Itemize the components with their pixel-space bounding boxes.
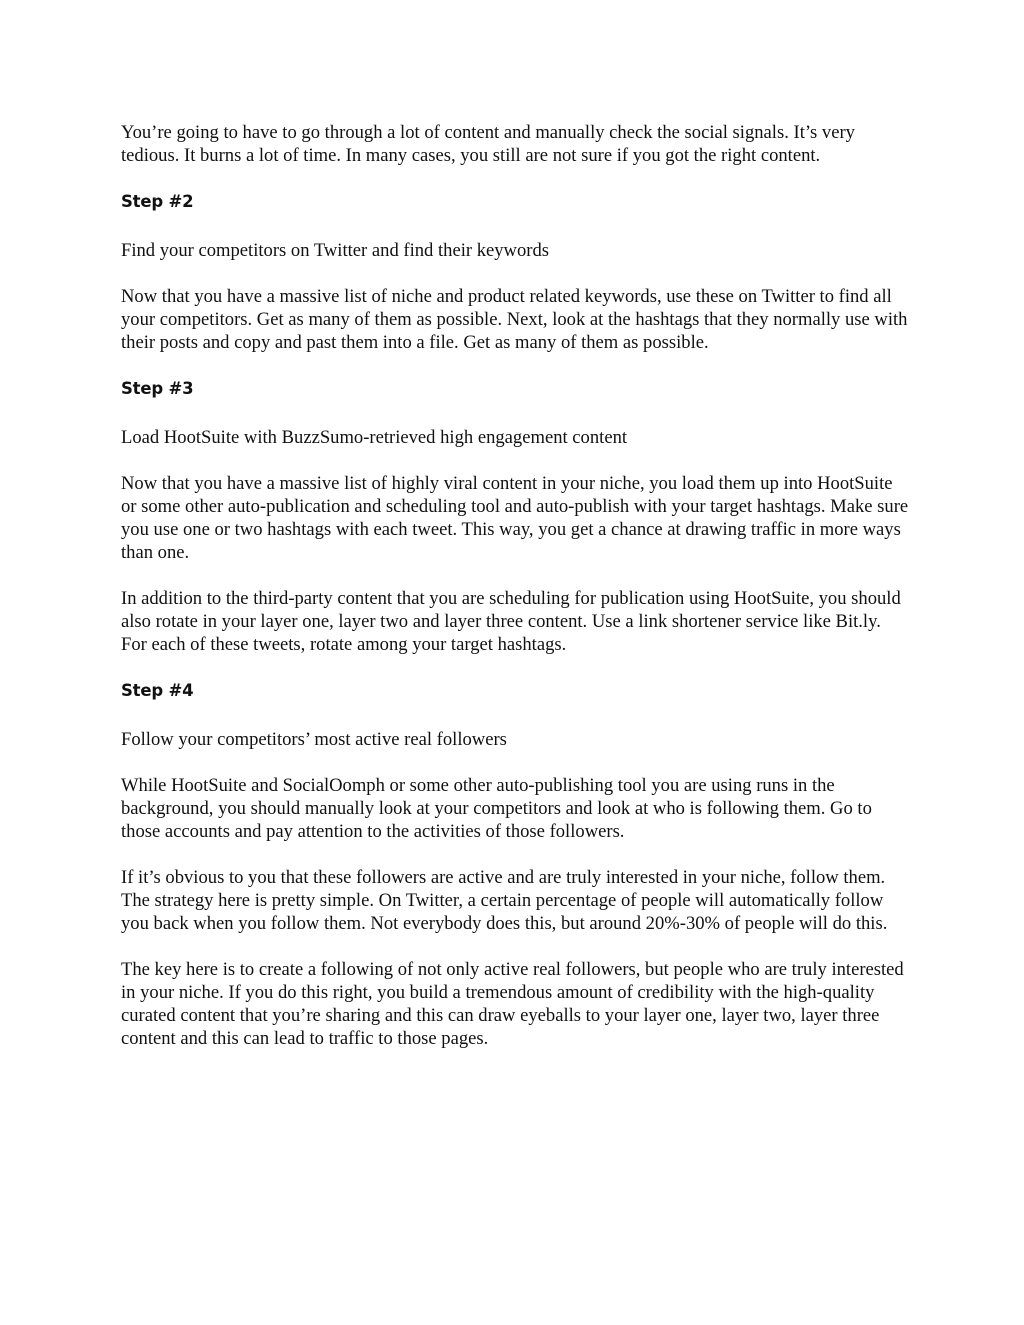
step-3-heading: Step #3 [121, 379, 194, 398]
intro-paragraph: You’re going to have to go through a lot of content and manually check the social signals. It’s very tedious. It burns a lot of time. In many cases, you still are not sure if you got the right content. [121, 122, 855, 166]
step-3-subheading: Load HootSuite with BuzzSumo-retrieved high engagement content [121, 427, 628, 448]
step-4-section [121, 679, 911, 1050]
step-2-paragraph-1: Now that you have a massive list of niche and product related keywords, use these on Twitter to find all your competitors. Get as many of them as possible. Next, look at the hashtags that they normally use with their posts and copy and past them into a file. Get as many of them as possible. [121, 286, 908, 353]
step-2-subheading: Find your competitors on Twitter and find their keywords [121, 240, 550, 261]
step-4-subheading: Follow your competitors’ most active real followers [121, 729, 507, 750]
step-3-paragraph-1: Now that you have a massive list of highly viral content in your niche, you load them up into HootSuite or some other auto-publication and scheduling tool and auto-publish with your target hashtags. Make sure you use one or two hashtags with each tweet. This way, you get a chance at drawing traffic in more ways than one. [121, 473, 909, 563]
step-4-paragraph-3: The key here is to create a following of not only active real followers, but people who are truly interested in your niche. If you do this right, you build a tremendous amount of credibility with the high-quality curated content that you’re sharing and this can draw eyeballs to your layer one, layer two, layer three content and this can lead to traffic to those pages. [121, 959, 904, 1049]
step-4-paragraph-1: While HootSuite and SocialOomph or some other auto-publishing tool you are using runs in the background, you should manually look at your competitors and look at who is following them. Go to those accounts and pay attention to the activities of those followers. [121, 775, 872, 842]
step-4-paragraph-2: If it’s obvious to you that these followers are active and are truly interested in your niche, follow them. The strategy here is pretty simple. On Twitter, a certain percentage of people will automatically follow you back when you follow them. Not everybody does this, but around 20%-30% of people will do this. [121, 867, 888, 934]
step-3-paragraph-2: In addition to the third-party content that you are scheduling for publication using HootSuite, you should also rotate in your layer one, layer two and layer three content. Use a link shortener service like Bit.ly. For each of these tweets, rotate among your target hashtags. [121, 588, 901, 655]
step-3-section [121, 377, 911, 656]
step-2-section [121, 190, 911, 354]
document-page [121, 121, 911, 1073]
step-4-heading: Step #4 [121, 681, 194, 700]
step-2-heading: Step #2 [121, 192, 194, 211]
